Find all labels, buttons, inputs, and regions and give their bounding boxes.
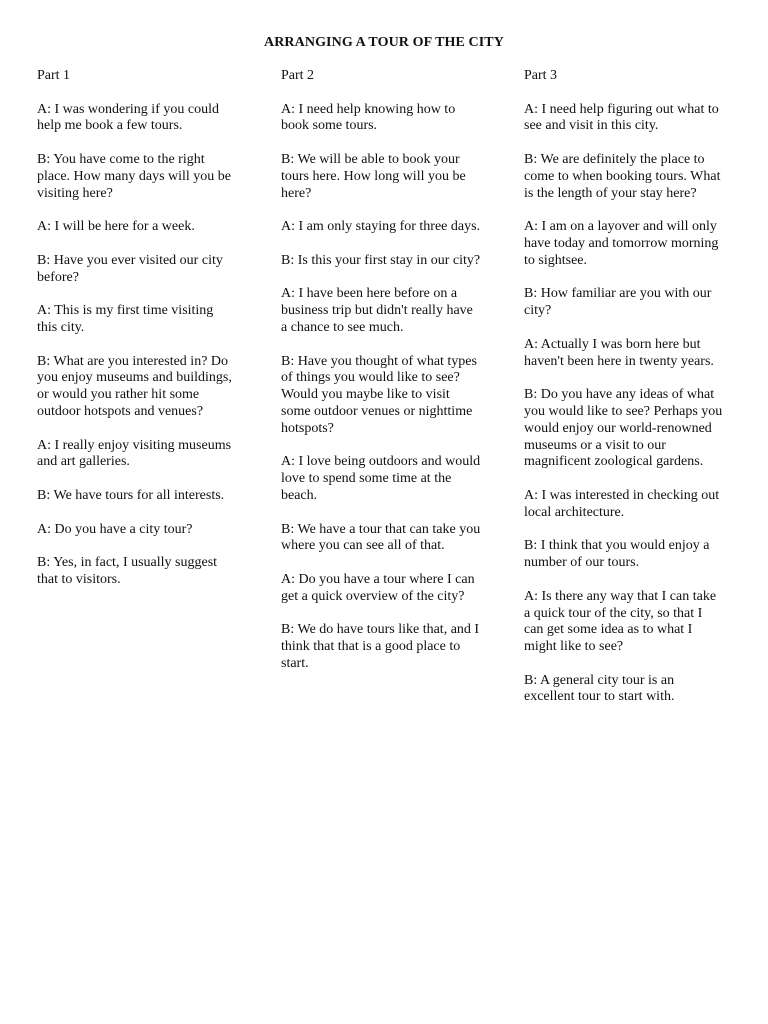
dialogue-line: A: I love being outdoors and would love to spend some time at the beach. <box>281 454 481 503</box>
dialogue-line: B: We will be able to book your tours here. How long will you be here? <box>281 151 466 201</box>
dialogue-line: B: We do have tours like that, and I think that that is a good place to start. <box>281 622 480 671</box>
dialogue-line: A: I am on a layover and will only have today and tomorrow morning to sightsee. <box>524 219 719 268</box>
dialogue-line: B: Is this your first stay in our city? <box>281 252 481 268</box>
dialogue-line: A: I was interested in checking out local architecture. <box>524 487 720 520</box>
dialogue-line: B: A general city tour is an excellent tour to start with. <box>524 672 675 705</box>
part-2-column <box>281 68 481 689</box>
part-3-column <box>524 68 724 723</box>
dialogue-line: A: I was wondering if you could help me book a few tours. <box>37 101 219 134</box>
document-title: ARRANGING A TOUR OF THE CITY <box>264 35 504 50</box>
dialogue-line: A: I have been here before on a business trip but didn't really have a chance to see much. <box>281 286 473 335</box>
part-1-column <box>37 68 237 606</box>
part-heading: Part 2 <box>281 68 315 83</box>
dialogue-line: A: I am only staying for three days. <box>281 219 481 235</box>
dialogue-line: A: I will be here for a week. <box>37 219 195 235</box>
dialogue-line: B: Yes, in fact, I usually suggest that to visitors. <box>37 555 218 587</box>
dialogue-line: A: Do you have a tour where I can get a quick overview of the city? <box>281 571 475 604</box>
part-heading: Part 1 <box>37 68 71 83</box>
dialogue-line: B: We have a tour that can take you where you can see all of that. <box>281 521 481 554</box>
dialogue-line: B: Have you ever visited our city before? <box>37 252 223 285</box>
dialogue-line: B: We are definitely the place to come to when booking tours. What is the length of your stay here? <box>524 151 721 201</box>
dialogue-line: B: Have you thought of what types of things you would like to see? Would you maybe like to visit some outdoor venues or nighttime hotspots? <box>281 353 477 436</box>
dialogue-line: A: This is my first time visiting this city. <box>37 303 214 335</box>
dialogue-line: B: What are you interested in? Do you enjoy museums and buildings, or would you rather hit some outdoor hotspots and venues? <box>37 353 232 419</box>
part-heading: Part 3 <box>524 68 558 83</box>
dialogue-line: B: How familiar are you with our city? <box>524 286 712 319</box>
dialogue-line: B: We have tours for all interests. <box>37 487 225 503</box>
dialogue-line: A: Actually I was born here but haven't been here in twenty years. <box>524 336 714 369</box>
dialogue-line: B: You have come to the right place. How many days will you be visiting here? <box>37 151 232 201</box>
dialogue-line: B: Do you have any ideas of what you would like to see? Perhaps you would enjoy our world-renowned museums or a visit to our magnificent zoological gardens. <box>524 387 723 470</box>
dialogue-line: A: Is there any way that I can take a quick tour of the city, so that I can get some idea as to what I might like to see? <box>524 588 717 655</box>
dialogue-line: A: I need help knowing how to book some tours. <box>281 101 456 134</box>
dialogue-line: A: Do you have a city tour? <box>37 521 193 537</box>
dialogue-line: B: I think that you would enjoy a number of our tours. <box>524 538 710 571</box>
dialogue-line: A: I need help figuring out what to see and visit in this city. <box>524 101 719 134</box>
dialogue-line: A: I really enjoy visiting museums and art galleries. <box>37 437 232 470</box>
